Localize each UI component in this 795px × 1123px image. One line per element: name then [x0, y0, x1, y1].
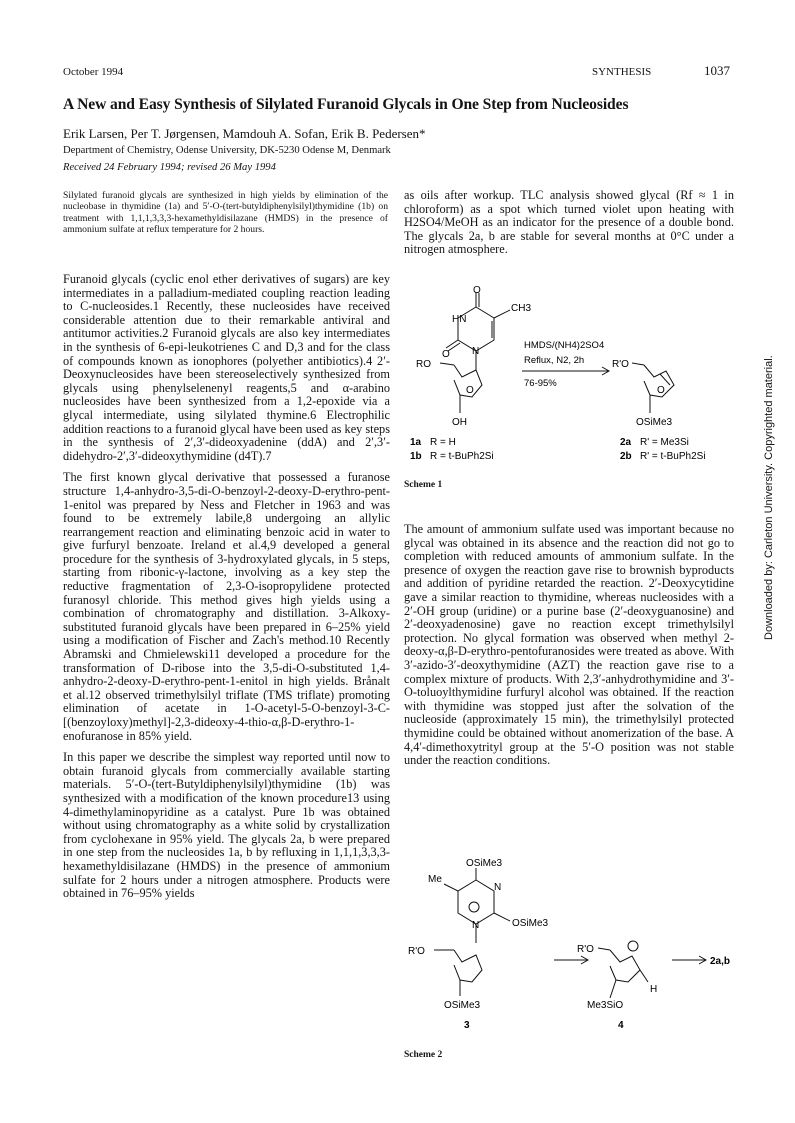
atom-label: N	[494, 882, 502, 893]
atom-label: O	[473, 285, 481, 296]
atom-label: OSiMe3	[512, 918, 549, 929]
column-right-middle	[404, 523, 734, 776]
abstract: Silylated furanoid glycals are synthesized in high yields by elimination of the nucleobase in thymidine (1a) and 5′-O-(tert-butyldiphenylsilyl)thymidine (1b) on treatment with 1,1,1,3,3,3-hexamethyldisilazane (HMDS) in the presence of ammonium sulfate at reflux temperature for 2 hours.	[63, 190, 388, 235]
compound-id: 4	[618, 1020, 624, 1031]
compound-id: 1a	[410, 437, 422, 448]
reagent-label: HMDS/(NH4)2SO4	[524, 340, 605, 351]
scheme-2-diagram	[404, 858, 739, 1038]
paragraph: Furanoid glycals (cyclic enol ether derivatives of sugars) are key intermediates in a palladium-mediated coupling reaction leading to C-nucleosides.1 Recently, these nucleosides have received considerable attention due to their remarkable antiviral and antitumor activities.2 Furanoid glycals are also key intermediates in the synthesis of 6-epi-leukotrienes C and D,3 and for the class of compounds known as ionophores (polyether antibiotics).4 2′-Deoxynucleosides have been stereoselectively synthesized from glycals using phenylselenenyl reagents,5 and α-arabino nucleosides have been synthesized from a 1,2-epoxide via a glycal intermediate, using silylated thymine.6 Electrophilic addition reactions to a furanoid glycal have been used as key steps in the synthesis of 2′,3′-dideoxyadenine (ddA) and 2′,3′-didehydro-2′,3′-dideoxythymidine (d4T).7	[63, 272, 390, 463]
atom-label: Me3SiO	[587, 1000, 624, 1011]
running-header-date: October 1994	[63, 66, 124, 78]
atom-label: H	[650, 984, 658, 995]
compound-id: 2b	[620, 451, 632, 462]
scheme-2-label: Scheme 2	[404, 1050, 443, 1060]
page-number: 1037	[704, 63, 730, 78]
compound-def: R' = Me3Si	[640, 437, 689, 448]
atom-label: R'O	[612, 359, 629, 370]
paragraph: The amount of ammonium sulfate used was important because no glycal was obtained in its absence and the reaction did not go to completion with reduced amounts of ammonium sulfate. In the presence of oxygen the reaction gave rise to brownish byproducts and addition of pyridine retarded the reaction. 2′-Deoxycytidine gave a similar reaction to thymidine, whereas nucleosides with a 2′-OH group (uridine) or a purine base (2′-deoxyguanosine) and 2′-deoxyadenosine) gave no reaction except trimethylsilyl protection. No glycal formation was observed when methyl 2-deoxy-α,β-D-erythro-pentofuranosides were treated as above. With 3′-azido-3′-deoxythymidine (AZT) the reaction gave rise to a complex mixture of products. With 2,3′-anhydrothymidine and 3′-O-toluoylthymidine furfuryl alcohol was obtained. If the reaction with thymidine was stopped just after the solvation of the nucleoside (approximately 15 min), the trimethylsilyl protected thymidine could be obtained without anomerization of the base. A 4,4′-dimethoxytrityl group at the 5′-O position was not stable under the reaction conditions.	[404, 522, 734, 768]
atom-label: OSiMe3	[636, 417, 673, 428]
column-right-top	[404, 189, 734, 265]
product-label: 2a,b	[710, 956, 731, 967]
atom-label: N	[472, 920, 480, 931]
affiliation: Department of Chemistry, Odense University, DK-5230 Odense M, Denmark	[63, 145, 391, 156]
atom-label: O	[657, 385, 665, 396]
compound-id: 2a	[620, 437, 632, 448]
compound-def: R' = t-BuPh2Si	[640, 451, 706, 462]
yield-label: 76-95%	[524, 378, 557, 389]
compound-id: 3	[464, 1020, 470, 1031]
atom-label: RO	[416, 359, 431, 370]
atom-label: R'O	[408, 946, 425, 957]
atom-label: OSiMe3	[466, 858, 503, 869]
paragraph: The first known glycal derivative that possessed a furanose structure 1,4-anhydro-3,5-di-O-benzoyl-2-deoxy-D-erythro-pent-1-enitol was prepared by Ness and Fletcher in 1963 and was found to be extremely labile,8 undergoing an allylic rearrangement reaction and eliminating benzoic acid in water to give furfuryl benzoate. Ireland et al.4,9 developed a general procedure for the synthesis of 3-hydroxylated glycals, in 5 steps, starting from ribonic-γ-lactone, involving as a key step the reductive fragmentation of 2,3-O-isopropylidene protected furanosyl chloride. This method gives high yields using a combination of chromatography and distillation. 3-Alkoxy-substituted furanoid glycals have been prepared in 6–25% yield using a modification of Fischer and Zach's method.10 Recently Abramski and Chmielewski11 developed a procedure for the transformation of D-ribose into the 3,5-di-O-substituted 1,4-anhydro-2-deoxy-D-erythro-pent-1-enitol in high yields. Brånalt et al.12 observed trimethylsilyl triflate (TMS triflate) promoting elimination of acetate in 1-O-acetyl-5-O-benzoyl-3-C-[(benzoyloxy)methyl]-2,3-dideoxy-4-thio-α,β-D-erythro-1-enofuranose in 85% yield.	[63, 470, 390, 743]
paragraph: In this paper we describe the simplest way reported until now to obtain furanoid glycals from commercially available starting materials. 5′-O-(tert-Butyldiphenylsilyl)thymidine (1b) was synthesized with a modification of the known procedure13 using 4-dimethylaminopyridine as a catalyst. Pure 1b was obtained without using chromatography as a white solid by crystallization from cyclohexane in 95% yield. The glycals 2a, b were prepared in one step from the nucleosides 1a, b by refluxing in 1,1,1,3,3,3-hexamethyldisilazane (HMDS) in the presence of ammonium sulfate for 2 hours under a nitrogen atmosphere. Products were obtained in 76–95% yields	[63, 750, 390, 901]
atom-label: Me	[428, 874, 442, 885]
download-watermark: Downloaded by: Carleton University. Copyrighted material.	[763, 355, 775, 640]
received-date: Received 24 February 1994; revised 26 May 1994	[63, 162, 276, 173]
article-title: A New and Easy Synthesis of Silylated Furanoid Glycals in One Step from Nucleosides	[63, 96, 629, 113]
atom-label: CH3	[511, 303, 532, 314]
running-header-journal: SYNTHESIS	[592, 66, 652, 78]
scheme-1-diagram	[404, 285, 739, 470]
atom-label: OSiMe3	[444, 1000, 481, 1011]
atom-label: O	[466, 385, 474, 396]
compound-def: R = t-BuPh2Si	[430, 451, 494, 462]
conditions-label: Reflux, N2, 2h	[524, 355, 585, 366]
paragraph: as oils after workup. TLC analysis showed glycal (Rf ≈ 1 in chloroform) as a spot which turned violet upon heating with H2SO4/MeOH as an indicator for the presence of a double bond. The glycals 2a, b are stable for several months at 0°C under a nitrogen atmosphere.	[404, 188, 734, 257]
atom-label: HN	[452, 314, 467, 325]
compound-def: R = H	[430, 437, 456, 448]
scheme-1-label: Scheme 1	[404, 480, 443, 490]
atom-label: N	[472, 346, 480, 357]
compound-id: 1b	[410, 451, 422, 462]
author-list: Erik Larsen, Per T. Jørgensen, Mamdouh A. Sofan, Erik B. Pedersen*	[63, 126, 426, 141]
atom-label: O	[442, 349, 450, 360]
atom-label: R'O	[577, 944, 594, 955]
column-left	[63, 273, 390, 909]
atom-label: OH	[452, 417, 467, 428]
